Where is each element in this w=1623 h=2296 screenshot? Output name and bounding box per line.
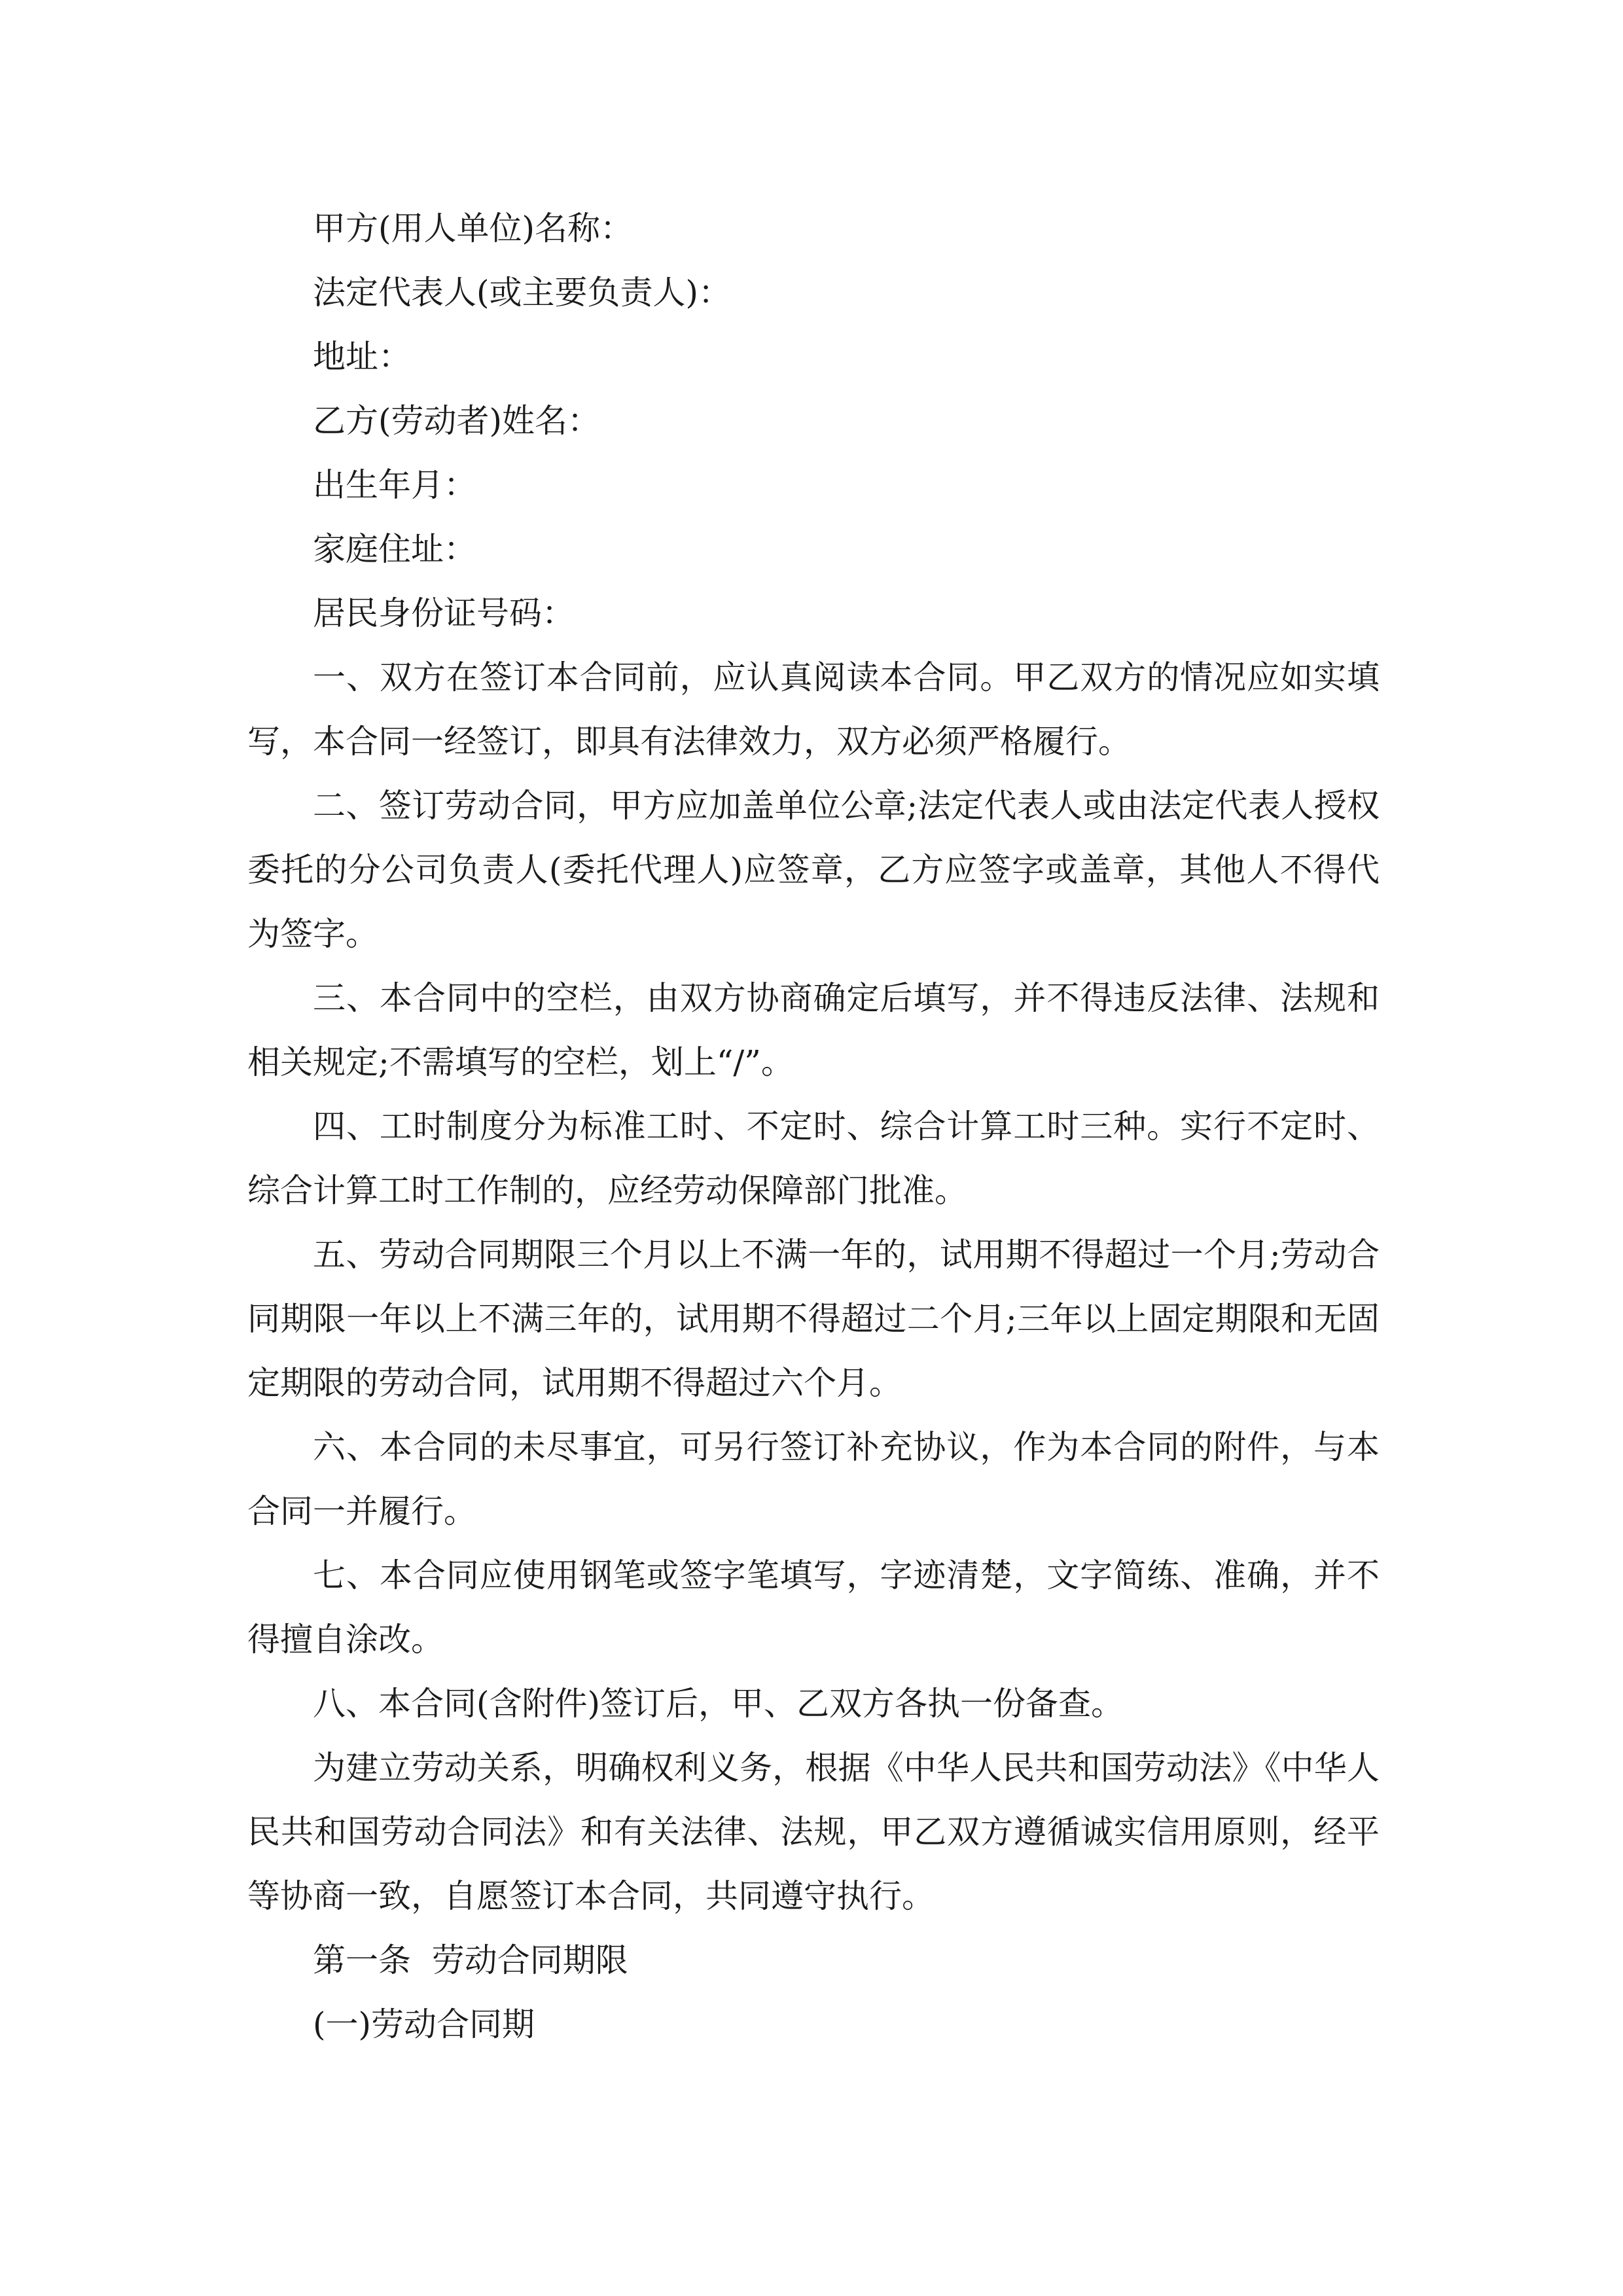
preamble-paragraph: 为建立劳动关系，明确权利义务，根据《中华人民共和国劳动法》《中华人民共和国劳动合同法》和有关法律、法规，甲乙双方遵循诚实信用原则，经平等协商一致，自愿签订本合同，共同遵守执行。 [247, 1749, 1380, 1915]
employee-name-field: 乙方(劳动者)姓名： [313, 402, 601, 440]
note-paragraph-6: 六、本合同的未尽事宜，可另行签订补充协议，作为本合同的附件，与本合同一并履行。 [247, 1428, 1380, 1530]
note-paragraph-5: 五、劳动合同期限三个月以上不满一年的，试用期不得超过一个月;劳动合同期限一年以上不满三年的，试用期不得超过二个月;三年以上固定期限和无固定期限的劳动合同，试用期不得超过六个月。 [247, 1236, 1380, 1402]
article-1-title: 第一条 劳动合同期限 [313, 1941, 628, 1979]
note-paragraph-2: 二、签订劳动合同，甲方应加盖单位公章;法定代表人或由法定代表人授权委托的分公司负责人(委托代理人)应签章，乙方应签字或盖章，其他人不得代为签字。 [247, 787, 1380, 953]
note-paragraph-7: 七、本合同应使用钢笔或签字笔填写，字迹清楚，文字简练、准确，并不得擅自涂改。 [247, 1556, 1380, 1659]
note-paragraph-1: 一、双方在签订本合同前，应认真阅读本合同。甲乙双方的情况应如实填写，本合同一经签订，即具有法律效力，双方必须严格履行。 [247, 658, 1380, 761]
address-field: 地址： [313, 338, 411, 376]
id-number-field: 居民身份证号码： [313, 594, 575, 632]
article-1-item-1: (一)劳动合同期 [313, 2005, 535, 2043]
document-page [247, 196, 1380, 2056]
note-paragraph-4: 四、工时制度分为标准工时、不定时、综合计算工时三种。实行不定时、综合计算工时工作制的，应经劳动保障部门批准。 [247, 1107, 1380, 1210]
note-paragraph-8: 八、本合同(含附件)签订后，甲、乙双方各执一份备查。 [313, 1685, 1124, 1723]
note-paragraph-3: 三、本合同中的空栏，由双方协商确定后填写，并不得违反法律、法规和相关规定;不需填写的空栏，划上“/”。 [247, 979, 1380, 1081]
legal-representative-field: 法定代表人(或主要负责人)： [313, 274, 732, 312]
home-address-field: 家庭住址： [313, 530, 476, 568]
birth-date-field: 出生年月： [313, 466, 476, 504]
employer-name-field: 甲方(用人单位)名称： [313, 209, 633, 247]
